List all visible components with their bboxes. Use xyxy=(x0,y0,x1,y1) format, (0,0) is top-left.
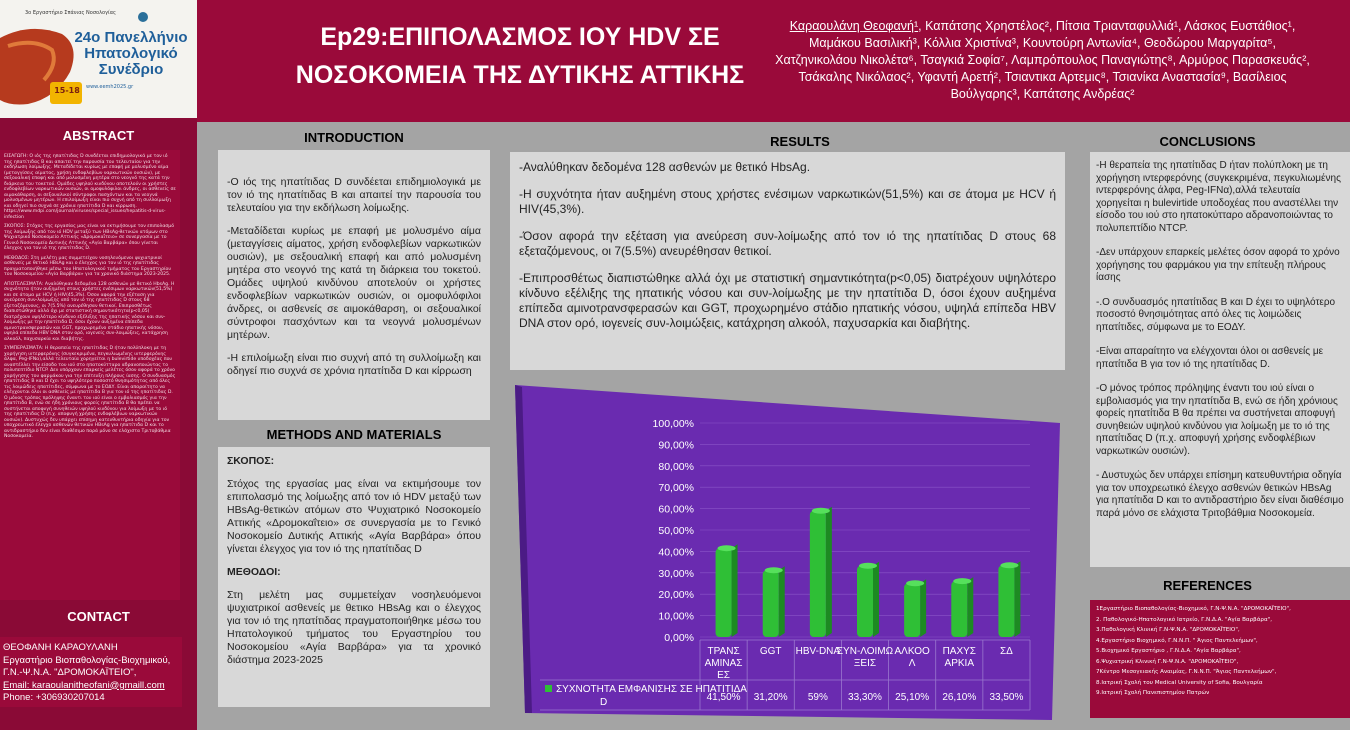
chart-bar xyxy=(857,566,873,637)
reference-item: 2. Παθολογικό-Ηπατολογικό Ιατρείο, Γ.Ν.Δ.Α. "Αγία Βαρβάρα", xyxy=(1096,616,1272,623)
chart-bar-top xyxy=(812,508,830,514)
abstract-body xyxy=(0,150,180,600)
authors-list xyxy=(770,18,1315,103)
abstract-heading: ABSTRACT xyxy=(62,128,135,143)
chart-background xyxy=(515,385,1060,720)
methods-heading: METHODS AND MATERIALS xyxy=(266,427,442,442)
conclusions-paragraph: -Ο μόνος τρόπος πρόληψης έναντι του ιού είναι ο εμβολιασμός για την ηπατίτιδα Β, ενώ σε ήδη χρόνιους φορείς ηπατίτιδα Β θα πρέπει να συστήνεται αποφυγή συνηθειών υψηλού κινδύνου για λοίμωξη με το ιό της ηπατίτιδας D (π.χ. αποφυγή χρήσης ενδοφλέβιων ναρκωτικών ουσιών). xyxy=(1096,383,1338,457)
x-category-label: HBV-DNA xyxy=(795,646,841,657)
references-box xyxy=(1090,600,1350,718)
chart-bar-top xyxy=(1000,562,1018,568)
results-paragraph: -Επιπροσθέτως διαπιστώθηκε αλλά όχι με στατιστική σημαντικότητα(p<0,05) διατρέχουν υψηλότερο κίνδυνο εξέλιξης της ηπατικής νόσου και συν-λοίμωξης με την ηπατίτιδα D, όσοι έχουν αυξημένα επίπεδα αμινοτρανσφερασών και GGT, προχωρημένο στάδιο ηπατικής νόσου, υψηλά επίπεδα HBV DNA στον ορό, ιογενείς συν-λοιμώξεις, κατάχρηση αλκοόλ, παχυσαρκία και διαβήτης. xyxy=(519,271,1056,330)
congress-title xyxy=(66,30,196,78)
first-author: Καραουλάνη Θεοφανή¹ xyxy=(789,19,919,33)
x-category-label: ΞΕΙΣ xyxy=(853,658,877,669)
data-value-label: 33,30% xyxy=(848,692,882,703)
introduction-paragraph: -Ο ιός της ηπατίτιδας D συνδέεται επιδημιολογικά με τον ιό της ηπατίτιδας Β και απαιτεί την παρουσία του τελευταίου για την εκδήλωση λοίμωξης. xyxy=(227,176,481,214)
abstract-paragraph: ΣΚΟΠΟΣ: Στόχος της εργασίας μας είναι να εκτιμήσουμε τον επιπολασμό της λοίμωξης από τον ιό HDV μεταξύ των HBsAg-θετικών ατόμων στο Ψυχιατρικό Νοσοκομείο Αττικής «Δρομοκαΐτειο» σε συνεργασία με το Γενικό Νοσοκομείο Δυτικής Αττικής «Αγία Βαρβάρα» όπου γίνεται έλεγχος για τον ιό της ηπατίτιδας D. xyxy=(4,224,175,251)
reference-item: 4.Εργαστήριο Βιοχημικό, Γ.Ν.Ν.Π. " Άγιος Παντελεήμων", xyxy=(1096,637,1258,644)
x-category-label: ΣΥΝ-ΛΟΙΜΩ xyxy=(836,646,894,657)
introduction-paragraph: -Η επιλοίμωξη είναι πιο συχνή από τη συλλοίμωξη και οδηγεί πιο συχνά σε χρόνια ηπατίτιδα D και κίρρωση xyxy=(227,352,481,377)
reference-item: 8.Ιατρική Σχολή του Medical University of Sofia, Βουλγαρία xyxy=(1096,679,1263,686)
results-paragraph: -Αναλύθηκαν δεδομένα 128 ασθενών με θετικό HbsAg. xyxy=(519,160,811,174)
y-tick-label: 30,00% xyxy=(658,567,694,580)
results-panel xyxy=(510,152,1065,370)
methods-text: Στη μελέτη μας συμμετείχαν νοσηλευόμενοι ψυχιατρικοί ασθενείς με θετικο HBsAg και ο έλεγχος για τον ιό της ηπατίτιδας πραγματοποιήθηκε μέσω του Ηπατολογικού τμήματος του Εργαστηρίου του Νοσοκομείου «Αγία Βαρβάρα» για τα χρονικό διάστημα 2023-2025 xyxy=(227,589,481,666)
congress-logo xyxy=(0,0,197,118)
congress-website: www.eemh2025.gr xyxy=(86,84,134,90)
abstract-paragraph: ΕΙΣΑΓΩΓΗ: Ο ιός της ηπατίτιδας D συνδέεται επιδημιολογικά με τον ιό της ηπατίτιδας Β και απαιτεί την παρουσία του τελευταίου για την εκδήλωση λοίμωξης. Μεταδίδεται κυρίως με επαφή με μολυσμένο αίμα (μεταγγίσεις αίματος, χρήση ενδοφλεβίων ναρκωτικών ουσιών), με σεξουαλική επαφή και από μολυσμένη μητέρα στο νεογνό της κατά την διάρκεια του τοκετού. Ομάδες υψηλού κινδύνου αποτελούν οι χρήστες ενδοφλεβίων ναρκωτικών ουσιών, οι ομοφυλόφιλοι άνδρες, οι ασθενείς σε αιμοκάθαρση, οι σεξουαλικοί σύντροφοι πασχόντων και τα νεογνά μολυσμένων μητέρων. Η επιλοίμωξη είναι πιο συχνή από τη συλλοίμωξη και οδηγεί πιο συχνά σε χρόνια ηπατίτιδα D και κίρρωση. https://www.mdpi.com/journal/viruses/special_issues/hepatitis-d-virus-infection xyxy=(4,154,176,220)
chart-bar xyxy=(810,511,826,637)
chart-bar-side xyxy=(873,562,879,637)
x-category-label: ΤΡΑΝΣ xyxy=(707,646,740,657)
abstract-paragraph: ΜΕΘΟΔΟΣ: Στη μελέτη μας συμμετείχαν νοσηλευόμενοι ψυχιατρικοί ασθενείς με θετικό HBsAg και ο έλεγχος για τον ιό της ηπατίτιδας πραγματοποιήθηκε μέσω του Ηπατολογικού τμήματος του Εργαστηρίου του Νοσοκομείου «Αγία Βαρβάρα» για τα χρονικό διάστημα 2023-2025. xyxy=(4,255,172,277)
y-tick-label: 10,00% xyxy=(658,610,694,623)
references-heading: REFERENCES xyxy=(1163,578,1252,593)
data-value-label: 33,50% xyxy=(989,692,1024,703)
abstract-paragraph: ΣΥΜΠΕΡΑΣΜΑΤΑ: Η θεραπεία της ηπατίτιδας D ήταν πολύπλοκη με τη χορήγηση ιντερφερόνης (συγκεκριμένα, πεγκυλιωμένης ιντερφερόνης άλφα, Peg-IFNα),αλλά τελευταία χορηγείται η bulevirtide υποδοχέας που αναστέλλει την είσοδο του ιού στο ηπατοκύτταρο αδρανοποιώντας το πολυπεπτίδιο NTCP. Δεν υπάρχουν επαρκείς μελέτες όσον αφορά το χρόνο χορήγησης του φαρμάκου για την επίτευξη πλήρους ίασης. Ο συνδυασμός ηπατίτιδας Β και D έχει το υψηλότερο ποσοστό θνησιμότητας από όλες τις λοιμώδεις ηπατίτιδες, σύμφωνα με το ΕΟΔΥ. Είναι απαραίτητο να ελέγχονται όλοι οι ασθενείς με ηπατίτιδα Β για τον ιό της ηπατίτιδας D. Ο μόνος τρόπος πρόληψης έναντι του ιού είναι ο εμβολιασμός για την ηπατίτιδα Β, ενώ σε ήδη χρόνιους φορείς ηπατίτιδα Β θα πρέπει να συστήνεται αποφυγή συνηθειών υψηλού κινδύνου για λοίμωξη με το ιό της ηπατίτιδας D (π.χ. αποφυγή χρήσης ενδοφλέβιων ναρκωτικών ουσιών). Δυστυχώς δεν υπάρχει επίσημη κατευθυντήρια οδηγία για τον υποχρεωτικό έλεγχο ασθενών θετικών HBsAg για ηπατίτιδα D και το αντιδραστήριο δεν είναι διαθέσιμο παρά μόνο σε ελάχιστα Τριτοβάθμια Νοσοκομεία. xyxy=(4,346,176,439)
x-category-label: ΑΡΚΙΑ xyxy=(944,658,975,669)
chart-bar-top xyxy=(765,567,783,573)
aim-label: ΣΚΟΠΟΣ: xyxy=(227,455,275,467)
conclusions-panel xyxy=(1090,152,1350,567)
poster-title xyxy=(200,18,840,94)
data-value-label: 31,20% xyxy=(753,692,788,703)
contact-lab: Εργαστήριο Βιοπαθολογίας-Βιοχημικού, xyxy=(3,654,171,666)
x-category-label: GGT xyxy=(759,646,782,657)
results-bar-chart xyxy=(500,375,1070,720)
introduction-panel xyxy=(218,150,490,420)
legend-label: D xyxy=(600,697,608,708)
congress-name-2: Ηπατολογικό xyxy=(84,45,178,62)
chart-bar xyxy=(998,565,1014,637)
x-category-label: ΑΜΙΝΑΣ xyxy=(704,658,743,669)
chart-bar-side xyxy=(967,577,973,637)
contact-box xyxy=(0,637,182,707)
legend-label: ΣΥΧΝΟΤΗΤΑ ΕΜΦΑΝΙΣΗΣ ΣΕ ΗΠΑΤΙΤΙΔΑ xyxy=(556,684,747,695)
reference-item: 3.Παθολογική Κλινική Γ.Ν-Ψ.Ν.Α. "ΔΡΟΜΟΚΑΪΤΕΙΟ", xyxy=(1096,627,1240,633)
introduction-heading: INTRODUCTION xyxy=(304,130,404,145)
chart-bar-top xyxy=(953,578,971,584)
poster-title-line-2: ΝΟΣΟΚΟΜΕΙΑ ΤΗΣ ΔΥΤΙΚΗΣ ΑΤΤΙΚΗΣ xyxy=(295,61,745,89)
y-tick-label: 0,00% xyxy=(664,632,694,644)
chart-bar-top xyxy=(718,545,736,551)
data-value-label: 41,50% xyxy=(706,692,741,703)
y-tick-label: 50,00% xyxy=(658,525,694,537)
other-authors: , Καπάτσης Χρηστέλος², Πίτσια Τριανταφυλλιά¹, Λάσκος Ευστάθιος¹, Μαμάκου Βασιλική³, Κόλλια Χριστίνα³, Κουντούρη Αντωνία⁴, Θεοδώρου Μαργαρίτα⁵, Χατζηνικολάου Νικολέτα⁶, Τσαγκιά Σοφία⁷, Λαμπρόπουλος Παναγιώτης⁸, Αρμύρος Παρασκευάς², Τσάκαλης Νικόλαος², Υφαντή Αρετή², Τσιαντικα Αρτεμις⁸, Τσιανίκα Αναστασία⁹, Βασίλειος Βούλγαρης³, Καπάτσης Ανδρέας² xyxy=(775,19,1310,101)
x-category-label: ΑΛΚΟΟ xyxy=(894,646,930,657)
reference-item: 7Κέντρο Μεσογειακής Αναιμίας, Γ.Ν.Ν.Π. "Άγιος Παντελεήμων", xyxy=(1096,669,1277,675)
conclusions-paragraph: -Είναι απαραίτητο να ελέγχονται όλοι οι ασθενείς με ηπατίτιδα Β για τον ιό της ηπατίτιδας D. xyxy=(1096,346,1324,370)
results-paragraph: -Όσον αφορά την εξέταση για ανεύρεση συν-λοίμωξης από τον ιό της ηπατίτιδας D στους 68 εξεταζόμενους, οι 7(5.5%) ανευρέθησαν θετικοί. xyxy=(519,229,1056,258)
data-value-label: 59% xyxy=(807,692,828,703)
y-tick-label: 90,00% xyxy=(658,439,694,452)
reference-item: 9.Ιατρική Σχολή Πανεπιστημίου Πατρών xyxy=(1096,690,1210,696)
conclusions-paragraph: -Δεν υπάρχουν επαρκείς μελέτες όσον αφορά το χρόνο χορήγησης του φαρμάκου για την επίτευξη πλήρους ίασης xyxy=(1096,247,1340,283)
contact-email-link[interactable]: Email: karaoulanitheofani@gmaill.com xyxy=(3,679,165,691)
results-heading: RESULTS xyxy=(770,134,830,149)
legend-key xyxy=(545,685,552,692)
chart-bar xyxy=(951,581,967,637)
conclusions-heading: CONCLUSIONS xyxy=(1159,134,1256,149)
x-category-label: ΕΣ xyxy=(717,670,731,681)
chart-bar-side xyxy=(1014,561,1020,637)
logo-small-text: 3ο Εργαστήριο Σπάνιας Νοσολογίας xyxy=(25,10,116,16)
introduction-paragraph: -Μεταδίδεται κυρίως με επαφή με μολυσμένο αίμα (μεταγγίσεις αίματος, χρήση ενδοφλεβίων ναρκωτικών ουσιών), με σεξουαλική επαφή και από μολυσμένη μητέρα στο νεογνό της κατά τη διάρκεια του τοκετού. Ομάδες υψηλού κινδύνου αποτελούν οι χρήστες ενδοφλεβίων ναρκωτικών ουσιών, οι ομοφυλόφιλοι άνδρες, οι ασθενείς σε αιμοκάθαρση, οι σεξουαλικοί σύντροφοι πασχόντων και τα νεογνά μολυσμένων μητέρων. xyxy=(227,225,481,341)
congress-name-3: Συνέδριο xyxy=(98,61,164,78)
congress-number: 24ο xyxy=(74,29,101,46)
methods-label: ΜΕΘΟΔΟΙ: xyxy=(227,566,281,578)
abstract-paragraph: ΑΠΟΤΕΛΕΣΜΑΤΑ: Αναλύθηκαν δεδομένα 128 ασθενών με θετικό HbsAg. Η συχνότητα ήταν αυξημένη στους χρήστες ενέσιμων ναρκωτικών(51,5%) και σε άτομα με HCV ή HIV(45,3%). Όσον αφορά την εξέταση για ανεύρεση συν-λοίμωξης από τον ιό της ηπατίτιδας D στους 68 εξεταζόμενους, οι 7(5.5%) ανευρέθησαν θετικοί. Επιπροσθέτως διαπιστώθηκε αλλά όχι με στατιστική σημαντικότητα(p<0,05) διατρέχουν υψηλότερο κίνδυνο εξέλιξης της ηπατικής νόσου και συν-λοίμωξης με την ηπατίτιδα D, όσοι έχουν αυξημένα επίπεδα αμινοτρανσφερασών και GGT, προχωρημένο στάδιο ηπατικής νόσου, υψηλά επίπεδα HBV DNA στον ορό, ιογενείς συν-λοιμώξεις, κατάχρηση αλκοόλ, παχυσαρκία και διαβήτης. xyxy=(4,281,175,342)
conclusions-paragraph: - Δυστυχώς δεν υπάρχει επίσημη κατευθυντήρια οδηγία για τον υποχρεωτικό έλεγχο ασθενών θετικών HBsAg για ηπατίτιδα D και το αντιδραστήριο δεν είναι διαθέσιμο παρά μόνο σε ελάχιστα Τριτοβάθμια Νοσοκομεία. xyxy=(1096,470,1344,519)
contact-heading: CONTACT xyxy=(67,609,130,624)
chart-bar-side xyxy=(920,579,926,637)
y-tick-label: 60,00% xyxy=(658,503,694,516)
y-tick-label: 40,00% xyxy=(658,546,694,559)
reference-item: 1Εργαστήριο Βιοπαθολογίας-Βιοχημικό, Γ.Ν-Ψ.Ν.Α. "ΔΡΟΜΟΚΑΪΤΕΙΟ", xyxy=(1096,606,1291,612)
poster-title-line-1: Ep29:ΕΠΙΠΟΛΑΣΜΟΣ ΙΟΥ HDV ΣΕ xyxy=(320,23,720,51)
y-tick-label: 100,00% xyxy=(652,418,694,430)
x-category-label: ΣΔ xyxy=(999,646,1013,657)
chart-bar-side xyxy=(732,544,738,637)
conclusions-paragraph: -Η θεραπεία της ηπατίτιδας D ήταν πολύπλοκη με τη χορήγηση ιντερφερόνης (συγκεκριμένα, πεγκυλιωμένης ιντερφερόνης άλφα, Peg-IFNα),αλλά τελευταία χορηγείται η bulevirtide υποδοχέας που αναστέλλει την είσοδο του ιού στο ηπατοκύτταρο αδρανοποιώντας το πολυπεπτίδιο NTCP. xyxy=(1096,160,1341,234)
x-category-label: ΠΑΧΥΣ xyxy=(942,646,976,657)
chart-bar xyxy=(904,583,920,637)
contact-name: ΘΕΟΦΑΝΗ ΚΑΡΑΟΥΛΑΝΗ xyxy=(3,642,118,653)
y-tick-label: 80,00% xyxy=(658,460,694,473)
chart-bar-top xyxy=(906,580,924,586)
results-paragraph: -Η συχνότητα ήταν αυξημένη στους χρήστες ενέσιμων ναρκωτικών(51,5%) και σε άτομα με HCV ή HIV(45,3%). xyxy=(519,187,1056,216)
conclusions-paragraph: -.Ο συνδυασμός ηπατίτιδας Β και D έχει το υψηλότερο ποσοστό θνησιμότητας από όλες τις λοιμώδεις ηπατίτιδες, σύμφωνα με το ΕΟΔΥ. xyxy=(1096,296,1336,333)
congress-name-1: Πανελλήνιο xyxy=(104,29,188,46)
aim-text: Στόχος της εργασίας μας είναι να εκτιμήσουμε τον επιπολασμό της λοίμωξης από τον ιό HDV μεταξύ των HBsAg-θετικών ατόμων στο Ψυχιατρικό Νοσοκομείο Αττικής «Δρομοκαΐτειο» σε συνεργασία με το Γενικό Νοσοκομείο Δυτικής Αττικής «Αγία Βαρβάρα» όπου γίνεται έλεγχος για τον ιό της ηπατίτιδας D xyxy=(227,478,481,555)
contact-phone: Phone: +306930207014 xyxy=(3,692,105,703)
y-tick-label: 70,00% xyxy=(658,482,694,495)
contact-hospital: Γ.Ν.-Ψ.Ν.Α. "ΔΡΟΜΟΚΑΪΤΕΙΟ", xyxy=(3,667,137,678)
reference-item: 5.Βιοχημικό Εργαστήριο , Γ.Ν.Δ.Α. "Αγία Βαρβάρα", xyxy=(1096,648,1241,654)
chart-bar xyxy=(716,548,732,637)
chart-bar xyxy=(763,570,779,637)
chart-bar-side xyxy=(779,566,785,637)
congress-dates: 15-18 xyxy=(54,86,80,95)
data-value-label: 25,10% xyxy=(895,692,930,703)
chart-bar-top xyxy=(859,563,877,569)
chart-bar-side xyxy=(826,507,832,637)
reference-item: 6.Ψυχιατρική Κλινική Γ.Ν-Ψ.Ν.Α. "ΔΡΟΜΟΚΑΪΤΕΙΟ", xyxy=(1096,658,1239,665)
methods-panel xyxy=(218,447,490,707)
y-tick-label: 20,00% xyxy=(658,589,694,602)
data-value-label: 26,10% xyxy=(942,692,977,703)
x-category-label: Λ xyxy=(908,658,916,669)
